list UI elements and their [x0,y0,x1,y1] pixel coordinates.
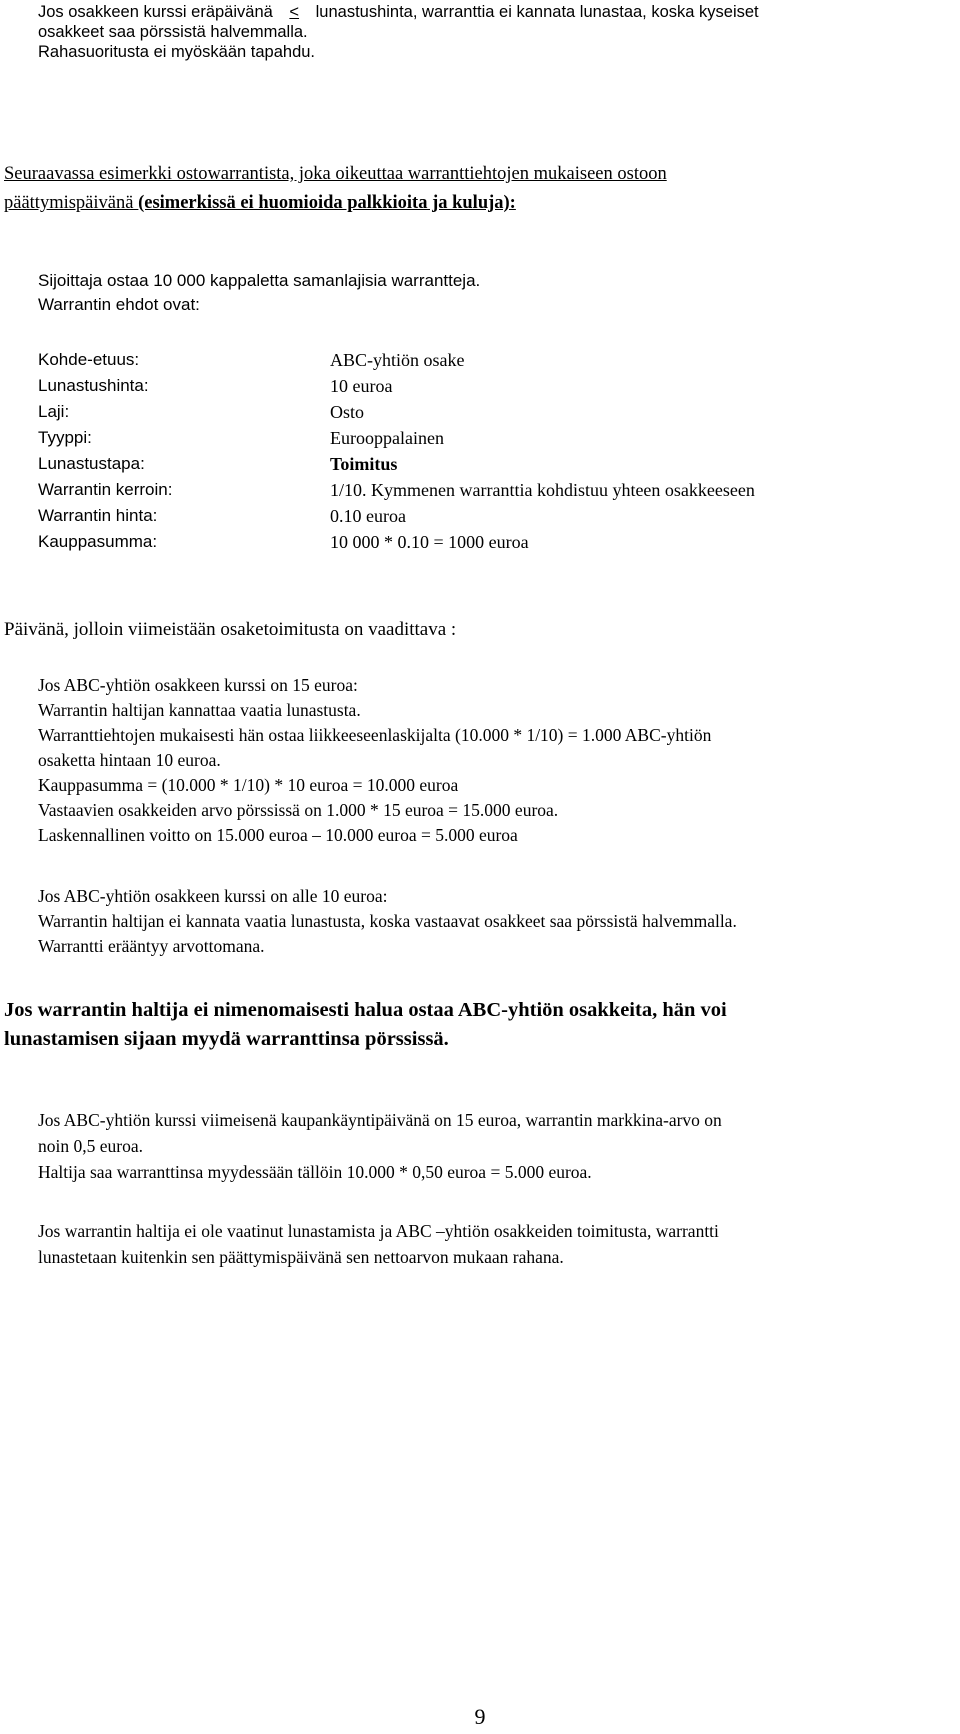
case-10-paragraph [38,884,958,959]
terms-label: Kohde-etuus: [38,350,140,369]
less-or-equal-symbol: < [289,3,300,21]
case-15-line: Kauppasumma = (10.000 * 1/10) * 10 euroa = 10.000 euroa [38,775,459,795]
top-line-3: Rahasuoritusta ei myöskään tapahdu. [38,43,316,61]
top-paragraph [38,2,938,62]
page-number: 9 [474,1704,486,1729]
terms-row [38,529,938,555]
intro-line-2-text: päättymispäivänä [4,193,139,213]
market-line: Jos ABC-yhtiön kurssi viimeisenä kaupankäyntipäivänä on 15 euroa, warrantin markkina-arvo on [38,1110,722,1130]
terms-value: 0.10 euroa [330,505,406,526]
terms-label: Tyyppi: [38,428,92,447]
market-line: noin 0,5 euroa. [38,1136,143,1156]
terms-value: Toimitus [330,453,398,474]
case-15-line: Warrantin haltijan kannattaa vaatia lunastusta. [38,700,361,720]
case-15-line: Laskennallinen voitto on 15.000 euroa – 10.000 euroa = 5.000 euroa [38,825,518,845]
bold-heading-line: lunastamisen sijaan myydä warranttinsa pörssissä. [4,1028,449,1050]
market-paragraph [38,1107,958,1185]
intro-line-2 [4,189,954,218]
deadline-line: Päivänä, jolloin viimeistään osaketoimitusta on vaadittava : [4,619,457,640]
closing-line: lunastetaan kuitenkin sen päättymispäivänä sen nettoarvon mukaan rahana. [38,1247,564,1267]
terms-label: Lunastushinta: [38,376,149,395]
terms-label: Warrantin hinta: [38,506,158,525]
terms-value: 1/10. Kymmenen warranttia kohdistuu yhteen osakkeeseen [330,479,755,500]
bold-heading-line: Jos warrantin haltija ei nimenomaisesti halua ostaa ABC-yhtiön osakkeita, hän voi [4,999,727,1021]
case-10-line: Jos ABC-yhtiön osakkeen kurssi on alle 10 euroa: [38,886,388,906]
top-line-2: osakkeet saa pörssistä halvemmalla. [38,23,308,41]
intro-paragraph [4,160,954,218]
top-line-1-text: Jos osakkeen kurssi eräpäivänä [38,3,273,21]
terms-label: Warrantin kerroin: [38,480,173,499]
closing-line: Jos warrantin haltija ei ole vaatinut lunastamista ja ABC –yhtiön osakkeiden toimitusta, warrantti [38,1221,719,1241]
terms-value: 10 000 * 0.10 = 1000 euroa [330,531,529,552]
case-10-line: Warrantin haltijan ei kannata vaatia lunastusta, koska vastaavat osakkeet saa pörssistä halvemmalla. [38,911,737,931]
terms-row [38,373,938,399]
terms-value: ABC-yhtiön osake [330,349,465,370]
case-15-line: osaketta hintaan 10 euroa. [38,750,221,770]
investor-line-2: Warrantin ehdot ovat: [38,295,200,314]
market-line: Haltija saa warranttinsa myydessään tällöin 10.000 * 0,50 euroa = 5.000 euroa. [38,1162,592,1182]
top-line-1-rest: lunastushinta, warranttia ei kannata lunastaa, koska kyseiset [315,3,759,21]
terms-value: 10 euroa [330,375,393,396]
investor-line-1: Sijoittaja ostaa 10 000 kappaletta samanlajisia warrantteja. [38,271,481,290]
terms-row [38,477,938,503]
closing-paragraph [38,1218,958,1270]
case-15-paragraph [38,673,958,848]
terms-value: Osto [330,401,365,422]
warrant-terms-table [38,347,938,555]
terms-label: Kauppasumma: [38,532,158,551]
terms-row [38,503,938,529]
terms-value: Eurooppalainen [330,427,444,448]
terms-label: Lunastustapa: [38,454,145,473]
top-line-1 [38,2,938,22]
case-15-line: Warranttiehtojen mukaisesti hän ostaa liikkeeseenlaskijalta (10.000 * 1/10) = 1.000 ABC-yhtiön [38,725,712,745]
case-15-line: Jos ABC-yhtiön osakkeen kurssi on 15 euroa: [38,675,358,695]
terms-row [38,399,938,425]
terms-row [38,451,938,477]
investor-paragraph [38,269,938,317]
intro-line-1: Seuraavassa esimerkki ostowarrantista, joka oikeuttaa warranttiehtojen mukaiseen ostoon [4,164,667,184]
case-10-line: Warrantti erääntyy arvottomana. [38,936,265,956]
terms-row [38,347,938,373]
case-15-line: Vastaavien osakkeiden arvo pörssissä on 1.000 * 15 euroa = 15.000 euroa. [38,800,559,820]
terms-row [38,425,938,451]
terms-label: Laji: [38,402,70,421]
intro-line-2-bold: (esimerkissä ei huomioida palkkioita ja kuluja): [138,193,516,213]
bold-heading [4,996,954,1054]
